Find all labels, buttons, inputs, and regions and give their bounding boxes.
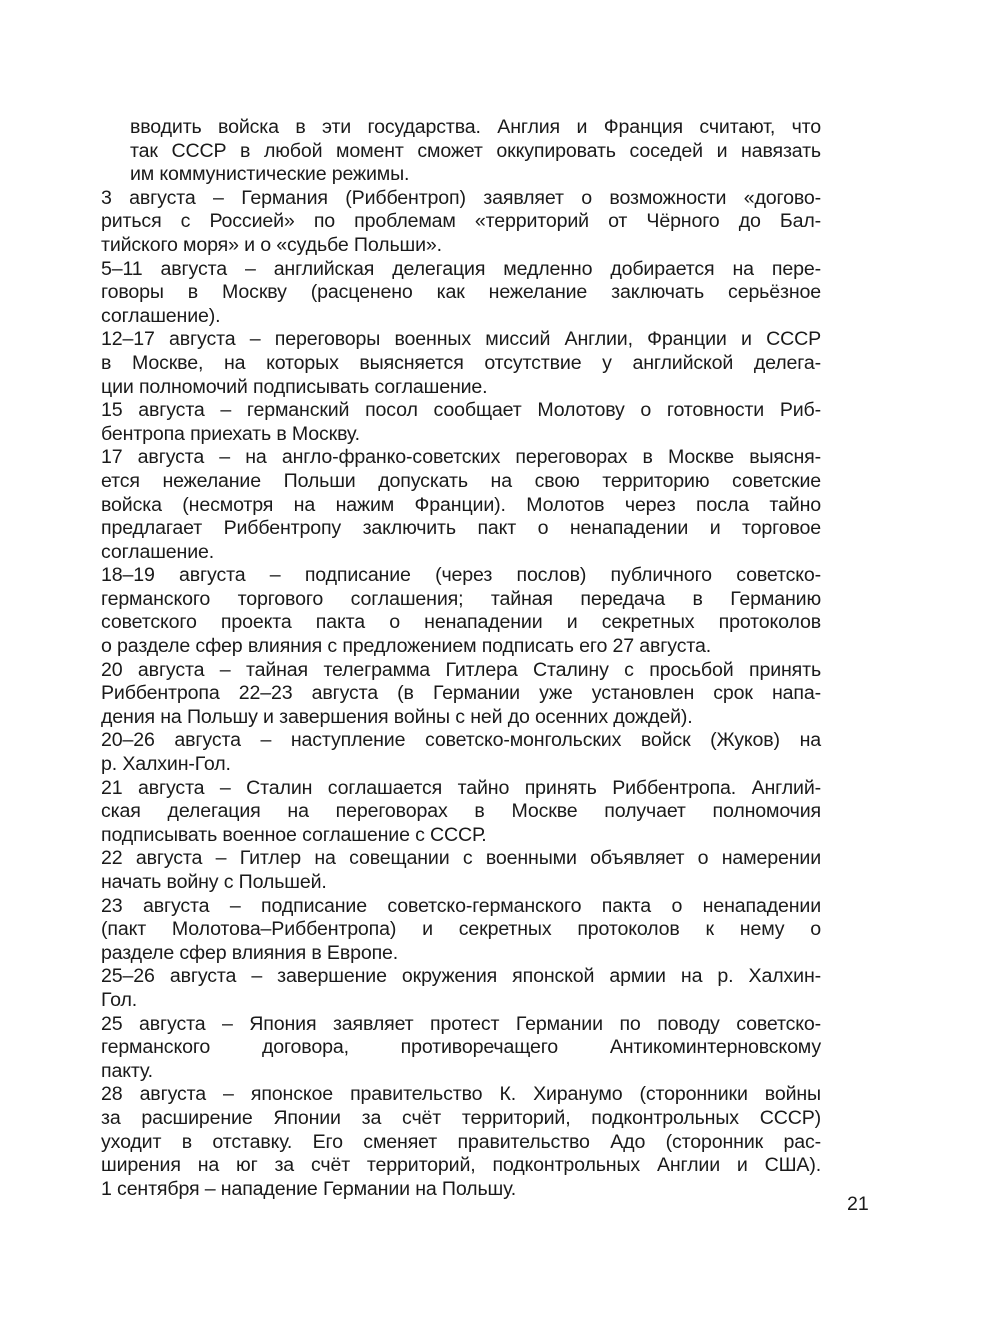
text-line: в Москве, на которых выясняется отсутствие у английской делега- (101, 351, 821, 374)
text-line: 21 августа – Сталин соглашается тайно принять Риббентропа. Англий- (101, 776, 821, 799)
chronology-entry-sep-1 (101, 1178, 821, 1202)
text-line: ширения на юг за счёт территорий, подконтрольных Англии и США). (101, 1154, 821, 1177)
text-line: соглашение. (101, 540, 215, 563)
text-line: 15 августа – германский посол сообщает Молотову о готовности Риб- (101, 399, 821, 422)
text-line: так СССР в любой момент сможет оккупировать соседей и навязать (130, 139, 821, 162)
text-line: им коммунистические режимы. (130, 163, 410, 186)
chronology-entry-aug-5-11 (101, 258, 821, 329)
text-line: Риббентропа 22–23 августа (в Германии уже установлен срок напа- (101, 682, 821, 705)
chronology-entry-aug-17 (101, 446, 821, 564)
text-line: о разделе сфер влияния с предложением подписать его 27 августа. (101, 635, 712, 658)
text-line: ская делегация на переговорах в Москве получает полномочия (101, 800, 821, 823)
text-line: 5–11 августа – английская делегация медленно добирается на пере- (101, 257, 821, 280)
text-line: германского торгового соглашения; тайная передача в Германию (101, 587, 821, 610)
chronology-entry-aug-25 (101, 1013, 821, 1084)
chronology-entry-aug-20-26 (101, 729, 821, 776)
text-line: 22 августа – Гитлер на совещании с военными объявляет о намерении (101, 847, 821, 870)
text-line: говоры в Москву (расценено как нежелание заключать серьёзное (101, 281, 821, 304)
text-line: соглашение). (101, 304, 221, 327)
text-line: дения на Польшу и завершения войны с ней до осенних дождей). (101, 705, 693, 728)
chronology-entry-aug-28 (101, 1083, 821, 1177)
text-line: начать войну с Польшей. (101, 871, 327, 893)
text-line: 20–26 августа – наступление советско-монгольских войск (Жуков) на (101, 729, 821, 752)
text-line: 3 августа – Германия (Риббентроп) заявляет о возможности «догово- (101, 186, 821, 209)
text-line: (пакт Молотова–Риббентропа) и секретных протоколов к нему о (101, 918, 821, 941)
chronology-entry-continuation (101, 116, 821, 187)
text-line: тийского моря» и о «судьбе Польши». (101, 233, 442, 256)
chronology-entry-aug-12-17 (101, 328, 821, 399)
text-line: 1 сентября – нападение Германии на Польшу. (101, 1177, 517, 1200)
text-line: бентропа приехать в Москву. (101, 422, 360, 445)
text-line: ется нежелание Польши допускать на свою территорию советские (101, 469, 821, 492)
text-line: 25 августа – Япония заявляет протест Германии по поводу советско- (101, 1012, 821, 1035)
text-line: риться с Россией» по проблемам «территорий от Чёрного до Бал- (101, 210, 821, 233)
text-line: подписывать военное соглашение с СССР. (101, 823, 487, 846)
text-line: германского договора, противоречащего Антикоминтерновскому (101, 1036, 821, 1059)
chronology-entry-aug-15 (101, 399, 821, 446)
chronology-entry-aug-22 (101, 847, 821, 894)
text-line: войска (несмотря на нажим Франции). Молотов через посла тайно (101, 493, 821, 516)
text-line: 25–26 августа – завершение окружения японской армии на р. Халхин- (101, 965, 821, 988)
text-line: уходит в отставку. Его сменяет правительство Адо (сторонник рас- (101, 1130, 821, 1153)
text-line: 23 августа – подписание советско-германского пакта о ненападении (101, 894, 821, 917)
chronology-entry-aug-25-26 (101, 965, 821, 1012)
text-line: Гол. (101, 988, 138, 1011)
text-line: за расширение Японии за счёт территорий, подконтрольных СССР) (101, 1106, 821, 1129)
text-line: советского проекта пакта о ненападении и секретных протоколов (101, 611, 821, 634)
text-line: 20 августа – тайная телеграмма Гитлера Сталину с просьбой принять (101, 658, 821, 681)
page-number: 21 (847, 1193, 869, 1215)
text-line: 18–19 августа – подписание (через послов) публичного советско- (101, 564, 821, 587)
chronology-text (101, 116, 821, 1201)
chronology-entry-aug-3 (101, 187, 821, 258)
text-line: разделе сфер влияния в Европе. (101, 941, 399, 964)
text-line: 17 августа – на англо-франко-советских переговорах в Москве выясня- (101, 446, 821, 469)
text-line: 12–17 августа – переговоры военных миссий Англии, Франции и СССР (101, 328, 821, 351)
text-line: 28 августа – японское правительство К. Хиранумо (сторонники войны (101, 1083, 821, 1106)
text-line: вводить войска в эти государства. Англия и Франция считают, что (130, 116, 821, 138)
text-line: предлагает Риббентропу заключить пакт о ненападении и торговое (101, 517, 821, 540)
text-line: р. Халхин-Гол. (101, 753, 231, 776)
text-line: пакту. (101, 1059, 153, 1082)
chronology-entry-aug-18-19 (101, 564, 821, 658)
chronology-entry-aug-21 (101, 777, 821, 848)
chronology-entry-aug-23 (101, 895, 821, 966)
chronology-entry-aug-20 (101, 659, 821, 730)
text-line: ции полномочий подписывать соглашение. (101, 375, 488, 398)
